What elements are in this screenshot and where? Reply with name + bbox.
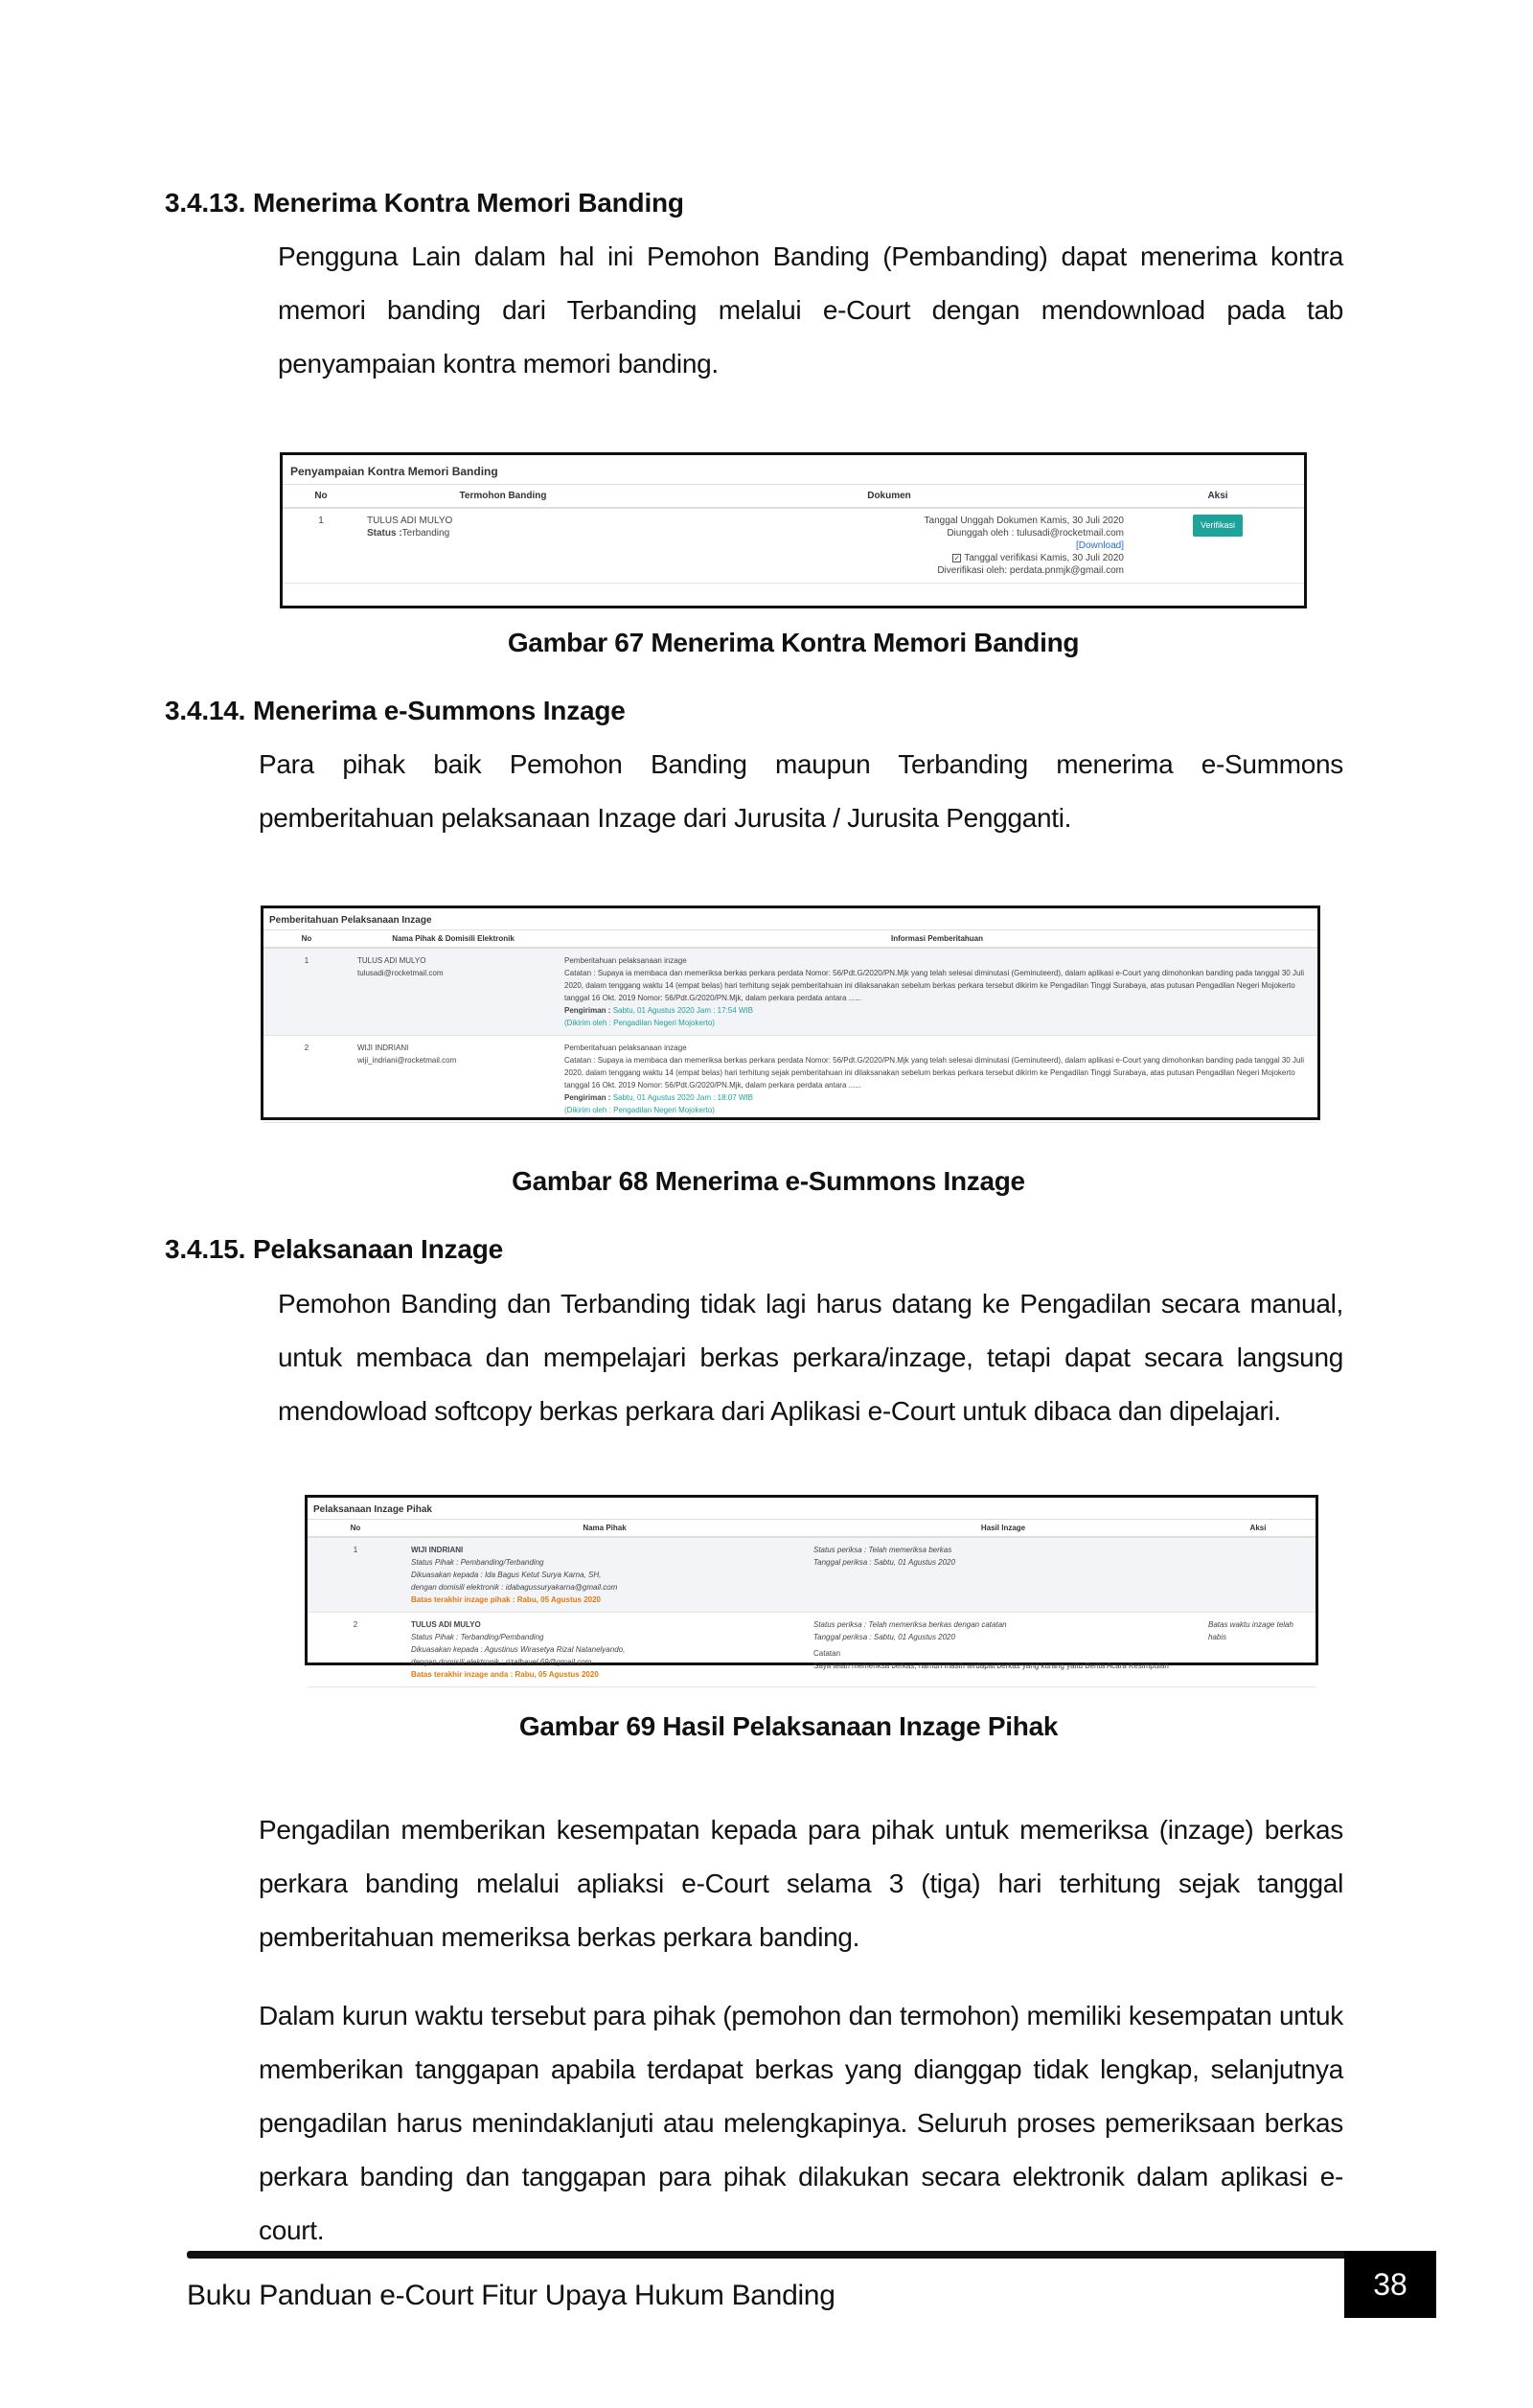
inzage-table — [308, 1519, 1316, 1687]
table-row — [263, 948, 1317, 1036]
section-paragraph: Para pihak baik Pemohon Banding maupun Terbanding menerima e-Summons pemberitahuan pelaksanaan Inzage dari Jurusita / Jurusita Pengganti. — [259, 749, 1343, 833]
party-cell — [403, 1613, 806, 1687]
section-heading-3-4-13: 3.4.13. Menerima Kontra Memori Banding — [165, 188, 684, 218]
sent-label: Pengiriman : — [564, 1093, 611, 1102]
verify-button[interactable]: Verifikasi — [1193, 515, 1243, 537]
section-heading-3-4-15: 3.4.15. Pelaksanaan Inzage — [165, 1234, 503, 1264]
column-header: Nama Pihak & Domisili Elektronik — [350, 930, 557, 949]
check-status: Status periksa : Telah memeriksa berkas dengan catatan — [813, 1620, 1007, 1629]
section-paragraph: Pengguna Lain dalam hal ini Pemohon Banding (Pembanding) dapat menerima kontra memori banding dari Terbanding melalui e-Court dengan mendownload pada tab penyampaian kontra memori banding. — [278, 241, 1343, 378]
row-number: 1 — [308, 1537, 403, 1613]
column-header: Termohon Banding — [359, 485, 647, 509]
party-email: wiji_indriani@rocketmail.com — [357, 1056, 457, 1065]
row-number: 1 — [263, 948, 350, 1036]
section-title: Menerima Kontra Memori Banding — [253, 188, 684, 218]
row-number: 2 — [263, 1036, 350, 1123]
party-cell — [403, 1537, 806, 1613]
termohon-cell — [359, 508, 647, 584]
sent-time: Sabtu, 01 Agustus 2020 Jam : 17:54 WIB — [612, 1006, 753, 1015]
screenshot-title: Pemberitahuan Pelaksanaan Inzage — [269, 915, 432, 926]
download-link[interactable]: [Download] — [1075, 540, 1124, 551]
figure-caption: Gambar 68 Menerima e-Summons Inzage — [512, 1166, 1025, 1196]
sent-time: Sabtu, 01 Agustus 2020 Jam : 18:07 WIB — [612, 1093, 753, 1102]
column-header: Aksi — [1201, 1520, 1316, 1538]
electronic-domicile: dengan domisili elektronik : idabagussuryakarna@gmail.com — [411, 1583, 618, 1592]
result-cell — [806, 1613, 1201, 1687]
sent-by: (Dikirim oleh : Pengadilan Negeri Mojokerto) — [564, 1106, 715, 1114]
footer-divider — [187, 2251, 1391, 2259]
party-cell — [350, 1036, 557, 1123]
section-title: Menerima e-Summons Inzage — [253, 696, 626, 725]
info-cell — [557, 948, 1317, 1036]
column-header: Informasi Pemberitahuan — [557, 930, 1317, 949]
row-number: 2 — [308, 1613, 403, 1687]
sent-by: (Dikirim oleh : Pengadilan Negeri Mojokerto) — [564, 1019, 715, 1027]
column-header: No — [283, 485, 359, 509]
screenshot-title: Penyampaian Kontra Memori Banding — [290, 465, 498, 478]
closing-paragraph: Dalam kurun waktu tersebut para pihak (pemohon dan termohon) memiliki kesempatan untuk memberikan tanggapan apabila terdapat berkas yang dianggap tidak lengkap, selanjutnya pengadilan harus menindaklanjuti atau melengkapinya. Seluruh proses pemeriksaan berkas perkara banding dan tanggapan para pihak dilakukan secara elektronik dalam aplikasi e-court. — [259, 2001, 1343, 2245]
check-status: Status periksa : Telah memeriksa berkas — [813, 1546, 952, 1554]
party-cell — [350, 948, 557, 1036]
kontra-memori-table — [283, 484, 1304, 584]
party-name: TULUS ADI MULYO — [357, 956, 426, 965]
table-row — [283, 508, 1304, 584]
inzage-deadline: Batas terakhir inzage pihak : Rabu, 05 Agustus 2020 — [411, 1595, 601, 1604]
screenshot-kontra-memori — [280, 452, 1307, 608]
column-header: No — [263, 930, 350, 949]
info-body: Catatan : Supaya ia membaca dan memeriksa berkas perkara perdata Nomor: 56/Pdt.G/2020/PN.Mjk yang telah selesai diminutasi (Geminuteerd), dalam aplikasi e-Court yang dimohonkan banding pada tanggal 30 Juli 2020, dalam tenggang waktu 14 (empat belas) hari terhitung sejak pemberitahuan ini dilaksanakan sebelum berkas perkara tersebut dikirim ke Pengadilan Tinggi Surabaya, atas putusan Pengadilan Negeri Mojokerto tanggal 16 Okt. 2019 Nomor: 56/Pdt.G/2020/PN.Mjk, dalam perkara perdata antara ...... — [564, 1056, 1304, 1089]
row-number: 1 — [283, 508, 359, 584]
party-name: WIJI INDRIANI — [411, 1546, 464, 1554]
screenshot-pelaksanaan-inzage — [305, 1495, 1318, 1679]
document-cell — [647, 508, 1132, 584]
action-cell: Batas waktu inzage telah habis — [1201, 1613, 1316, 1687]
check-date: Tanggal periksa : Sabtu, 01 Agustus 2020 — [813, 1558, 955, 1567]
inzage-deadline: Batas terakhir inzage anda : Rabu, 05 Agustus 2020 — [411, 1670, 599, 1679]
party-status: Status Pihak : Pembanding/Terbanding — [411, 1558, 544, 1567]
summons-table — [263, 929, 1317, 1123]
figure-caption: Gambar 69 Hasil Pelaksanaan Inzage Pihak — [518, 1711, 1059, 1741]
section-paragraph: Pemohon Banding dan Terbanding tidak lagi harus datang ke Pengadilan secara manual, untuk membaca dan mempelajari berkas perkara/inzage, tetapi dapat secara langsung mendowload softcopy berkas perkara dari Aplikasi e-Court untuk dibaca dan dipelajari. — [278, 1289, 1343, 1426]
check-date: Tanggal periksa : Sabtu, 01 Agustus 2020 — [813, 1633, 955, 1641]
verify-date: Tanggal verifikasi Kamis, 30 Juli 2020 — [964, 553, 1124, 563]
checkbox-icon: ✓ — [953, 554, 961, 562]
party-status: Status Pihak : Terbanding/Pembanding — [411, 1633, 544, 1641]
electronic-domicile: dengan domisili elektronik : rizalhavel.69@gmail.com — [411, 1658, 592, 1666]
info-title: Pemberitahuan pelaksanaan inzage — [564, 1043, 687, 1052]
upload-date: Tanggal Unggah Dokumen Kamis, 30 Juli 2020 — [924, 516, 1124, 526]
figure-caption: Gambar 67 Menerima Kontra Memori Banding — [507, 628, 1080, 657]
table-row — [308, 1613, 1316, 1687]
check-note: Catatan Saya telah memeriksa berkas, namun masih terdapat berkas yang kurang yaitu Berita Acara Kesimpulan — [813, 1649, 1169, 1670]
footer-title: Buku Panduan e-Court Fitur Upaya Hukum Banding — [187, 2280, 835, 2311]
screenshot-summons-inzage — [261, 906, 1320, 1120]
table-row — [263, 1036, 1317, 1123]
delegated-to: Dikuasakan kepada : Ida Bagus Ketut Surya Karna, SH, — [411, 1571, 602, 1579]
column-header: Aksi — [1132, 485, 1304, 509]
closing-paragraph: Pengadilan memberikan kesempatan kepada para pihak untuk memeriksa (inzage) berkas perkara banding melalui apliaksi e-Court selama 3 (tiga) hari terhitung sejak tanggal pemberitahuan memeriksa berkas perkara banding. — [259, 1815, 1343, 1952]
result-cell — [806, 1537, 1201, 1613]
party-name: WIJI INDRIANI — [357, 1043, 409, 1052]
uploaded-by: Diunggah oleh : tulusadi@rocketmail.com — [947, 528, 1124, 539]
party-name: TULUS ADI MULYO — [411, 1620, 481, 1629]
action-cell — [1132, 508, 1304, 584]
status-label: Status : — [367, 528, 402, 539]
delegated-to: Dikuasakan kepada : Agustinus Wirasetya Rizal Natanelyando, — [411, 1645, 626, 1654]
party-email: tulusadi@rocketmail.com — [357, 969, 444, 977]
column-header: Dokumen — [647, 485, 1132, 509]
column-header: Nama Pihak — [403, 1520, 806, 1538]
action-cell — [1201, 1537, 1316, 1613]
table-row — [308, 1537, 1316, 1613]
info-cell — [557, 1036, 1317, 1123]
party-name: TULUS ADI MULYO — [367, 516, 453, 526]
section-heading-3-4-14: 3.4.14. Menerima e-Summons Inzage — [165, 696, 626, 725]
sent-label: Pengiriman : — [564, 1006, 611, 1015]
screenshot-title: Pelaksanaan Inzage Pihak — [313, 1504, 432, 1515]
verified-by: Diverifikasi oleh: perdata.pnmjk@gmail.com — [937, 565, 1124, 576]
section-title: Pelaksanaan Inzage — [253, 1234, 503, 1264]
info-title: Pemberitahuan pelaksanaan inzage — [564, 956, 687, 965]
column-header: Hasil Inzage — [806, 1520, 1201, 1538]
column-header: No — [308, 1520, 403, 1538]
party-status: Terbanding — [401, 528, 450, 539]
page-number: 38 — [1344, 2251, 1436, 2318]
info-body: Catatan : Supaya ia membaca dan memeriksa berkas perkara perdata Nomor: 56/Pdt.G/2020/PN.Mjk yang telah selesai diminutasi (Geminuteerd), dalam aplikasi e-Court yang dimohonkan banding pada tanggal 30 Juli 2020, dalam tenggang waktu 14 (empat belas) hari terhitung sejak pemberitahuan ini dilaksanakan sebelum berkas perkara tersebut dikirim ke Pengadilan Tinggi Surabaya, atas putusan Pengadilan Negeri Mojokerto tanggal 16 Okt. 2019 Nomor: 56/Pdt.G/2020/PN.Mjk, dalam perkara perdata antara ...... — [564, 969, 1304, 1002]
